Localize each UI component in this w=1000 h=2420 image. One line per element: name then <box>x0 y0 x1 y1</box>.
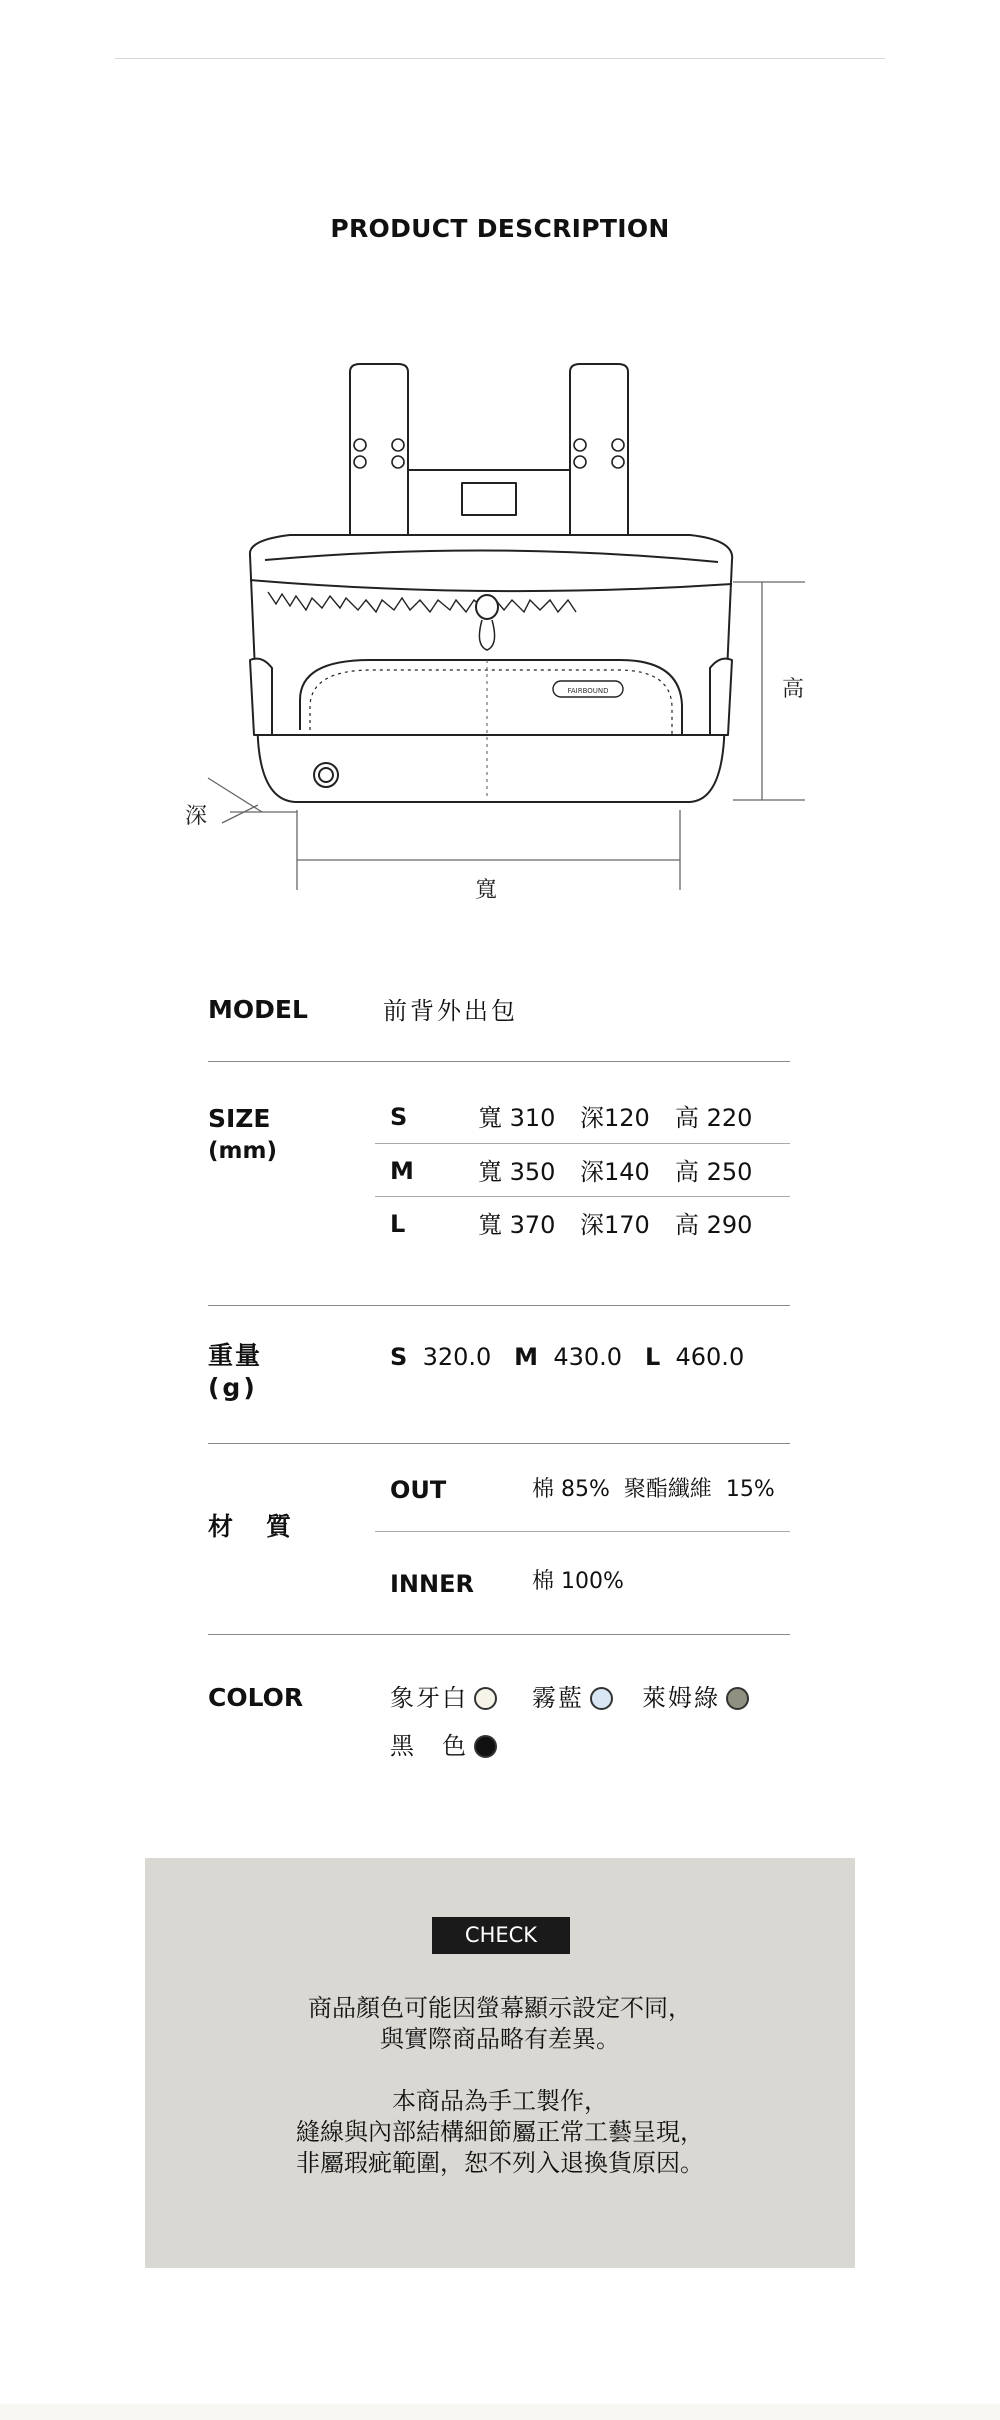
swatch-black-icon <box>474 1735 497 1758</box>
weight-unit: (g) <box>208 1373 258 1402</box>
weight-m-letter: M <box>514 1343 539 1371</box>
size-row-s-letter: S <box>390 1103 408 1131</box>
model-label: MODEL <box>208 995 308 1024</box>
color-name: 象牙白 <box>390 1684 468 1712</box>
page-title: PRODUCT DESCRIPTION <box>330 214 670 243</box>
divider <box>208 1305 790 1306</box>
size-row-s-depth: 深120 <box>580 1104 650 1132</box>
color-option-mist-blue <box>532 1683 613 1713</box>
material-row-divider <box>375 1531 790 1532</box>
material-inner-value: 棉 100% <box>532 1569 624 1594</box>
size-row-m-depth: 深140 <box>580 1158 650 1186</box>
bag-diagram <box>0 0 1000 920</box>
size-row-divider <box>375 1196 790 1197</box>
size-unit: (mm) <box>208 1138 277 1164</box>
weight-s-letter: S <box>390 1343 408 1371</box>
notice-line: 商品顏色可能因螢幕顯示設定不同， <box>308 1994 692 2022</box>
weight-label: 重量 <box>208 1341 263 1370</box>
size-row-l-depth: 深170 <box>580 1211 650 1239</box>
size-row-s-height: 高 220 <box>675 1104 753 1132</box>
weight-l-value: 460.0 <box>675 1343 745 1371</box>
divider <box>208 1443 790 1444</box>
size-row-l-width: 寬 370 <box>478 1211 556 1239</box>
right-side-pocket <box>710 659 732 735</box>
weight-s-value: 320.0 <box>422 1343 492 1371</box>
size-row-s-width: 寬 310 <box>478 1104 556 1132</box>
color-name: 黑 色 <box>390 1732 468 1760</box>
weight-l-letter: L <box>644 1343 661 1371</box>
depth-label: 深 <box>185 804 208 829</box>
notice-line: 縫線與內部結構細節屬正常工藝呈現， <box>296 2118 704 2146</box>
size-row-m-width: 寬 350 <box>478 1158 556 1186</box>
size-row-l-height: 高 290 <box>675 1211 753 1239</box>
width-label: 寬 <box>475 878 498 903</box>
color-option-lime-green <box>642 1683 749 1713</box>
material-label: 材 質 <box>208 1512 296 1541</box>
check-badge: CHECK <box>432 1917 570 1954</box>
color-name: 萊姆綠 <box>642 1684 720 1712</box>
right-strap <box>570 364 628 540</box>
notice-line: 非屬瑕疵範圍，恕不列入退換貨原因。 <box>296 2149 704 2177</box>
color-name: 霧藍 <box>532 1684 584 1712</box>
size-row-divider <box>375 1143 790 1144</box>
notice-line: 本商品為手工製作， <box>392 2087 608 2115</box>
material-out-label: OUT <box>390 1476 447 1504</box>
color-option-ivory <box>390 1683 497 1713</box>
color-option-black <box>390 1731 497 1761</box>
size-row-m-height: 高 250 <box>675 1158 753 1186</box>
notice-line: 與實際商品略有差異。 <box>380 2025 620 2053</box>
color-label: COLOR <box>208 1683 304 1712</box>
swatch-blue-icon <box>590 1687 613 1710</box>
swatch-green-icon <box>726 1687 749 1710</box>
divider <box>208 1061 790 1062</box>
size-label: SIZE <box>208 1104 271 1133</box>
model-value: 前背外出包 <box>383 997 518 1025</box>
divider <box>208 1634 790 1635</box>
material-out-value: 棉 85% 聚酯纖維 15% <box>532 1477 775 1502</box>
height-label: 高 <box>782 677 805 702</box>
left-side-pocket <box>250 659 272 735</box>
size-row-m-letter: M <box>390 1157 414 1185</box>
weight-m-value: 430.0 <box>553 1343 623 1371</box>
left-strap <box>350 364 408 540</box>
size-row-l-letter: L <box>390 1210 406 1238</box>
swatch-ivory-icon <box>474 1687 497 1710</box>
brand-mark-text: FAIRBOUND <box>567 687 609 695</box>
weight-values <box>390 1342 744 1372</box>
material-inner-label: INNER <box>390 1570 474 1598</box>
footer-band <box>0 2404 1000 2420</box>
